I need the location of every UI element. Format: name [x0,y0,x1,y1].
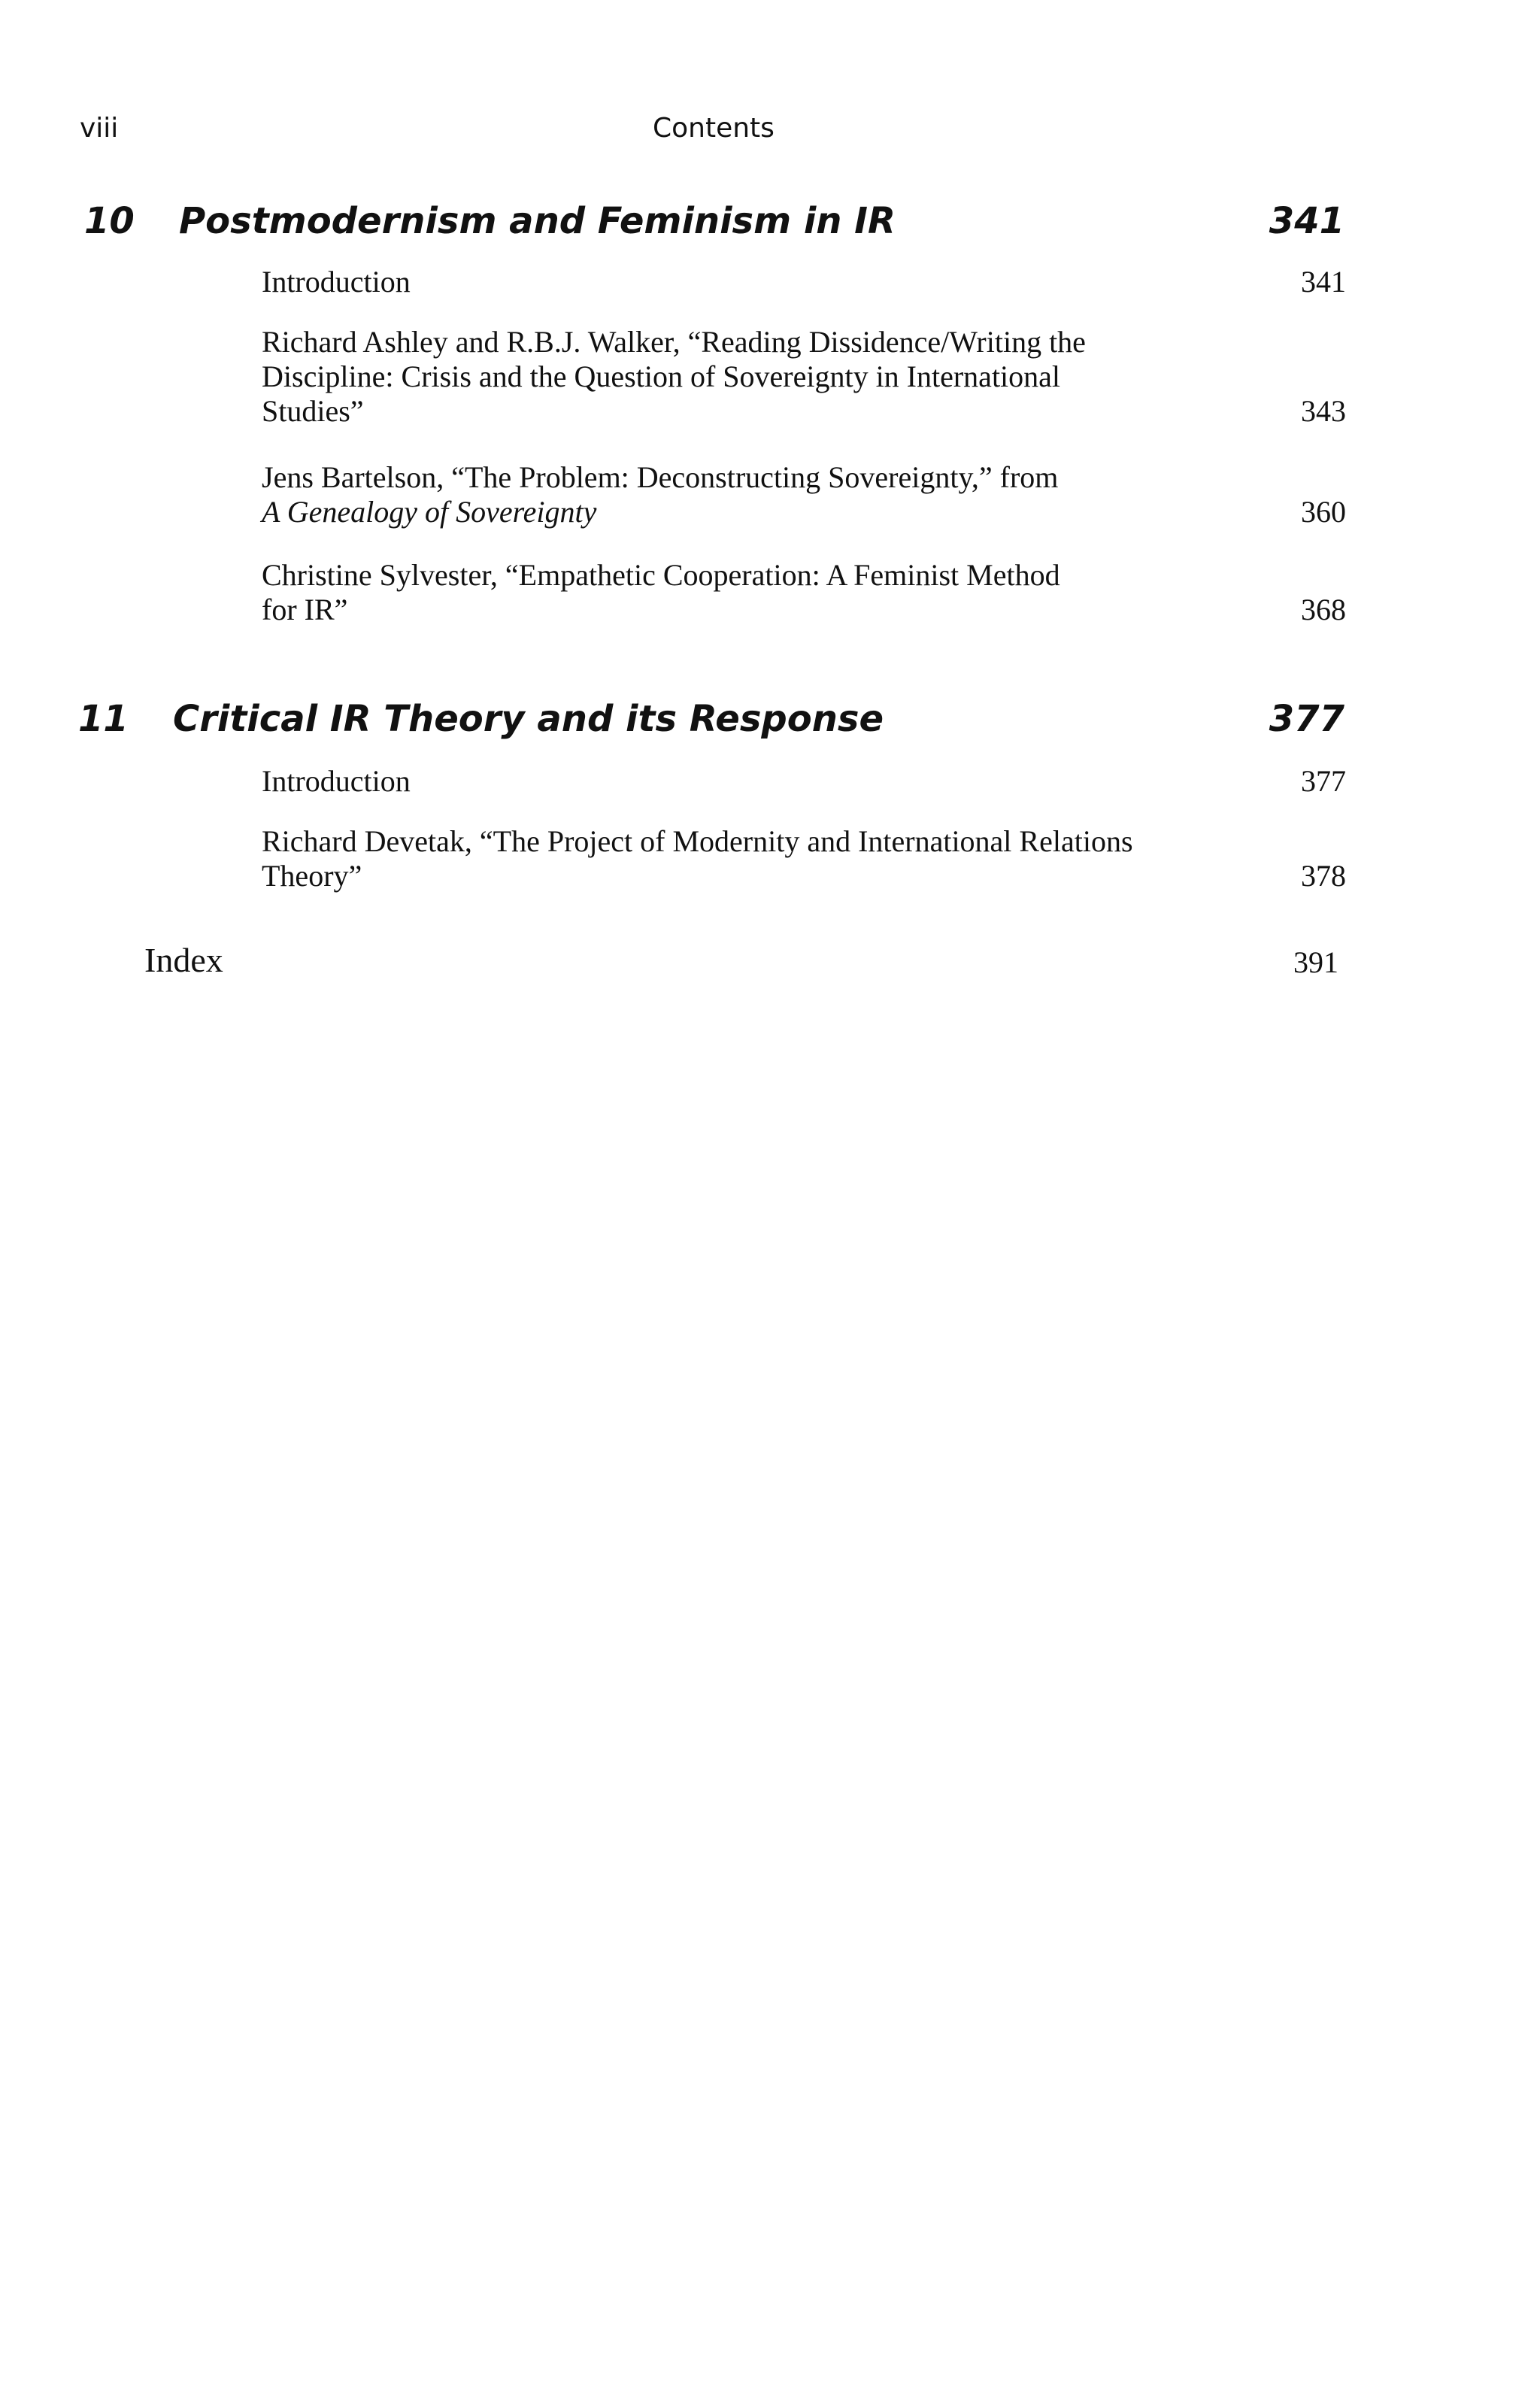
chapter-number: 11 [78,698,129,740]
entry-line: Introduction [262,265,411,299]
entry-line: Introduction [262,764,411,798]
entry-page: 343 [1301,394,1346,428]
chapter-title: Postmodernism and Feminism in IR [179,200,896,242]
chapter-title: Critical IR Theory and its Response [173,698,884,740]
page-folio: viii [80,113,119,144]
entry-page: 341 [1301,265,1346,299]
entry-line: Christine Sylvester, “Empathetic Cooperation: A Feminist Method [262,558,1060,592]
entry-line: Richard Devetak, “The Project of Modernity and International Relations [262,824,1133,858]
chapter-10-heading [0,200,1540,253]
running-head [0,113,1540,158]
entry-page: 368 [1301,593,1346,626]
index-page: 391 [1293,945,1338,979]
chapter-page: 341 [1269,200,1344,242]
index-entry [144,940,1338,985]
entry-line: Studies” [262,394,364,428]
entry-line: Jens Bartelson, “The Problem: Deconstructing Sovereignty,” from [262,460,1059,494]
entry-page: 360 [1301,495,1346,529]
entry-page: 378 [1301,859,1346,893]
toc-entry [262,764,1346,799]
toc-entry [262,558,1346,627]
entry-line: for IR” [262,593,348,626]
chapter-page: 377 [1269,698,1344,740]
entry-line: Theory” [262,859,362,893]
chapter-number: 10 [84,200,135,242]
toc-entry [262,265,1346,299]
chapter-11-heading [0,698,1540,751]
entry-line: Discipline: Crisis and the Question of Sovereignty in International [262,359,1061,393]
running-title: Contents [653,113,775,144]
index-label: Index [144,941,223,979]
entry-line: Richard Ashley and R.B.J. Walker, “Reading Dissidence/Writing the [262,325,1086,359]
toc-entry [262,824,1346,893]
toc-entry [262,460,1346,529]
toc-entry [262,325,1346,429]
entry-work-title: A Genealogy of Sovereignty [262,495,597,529]
entry-page: 377 [1301,764,1346,798]
